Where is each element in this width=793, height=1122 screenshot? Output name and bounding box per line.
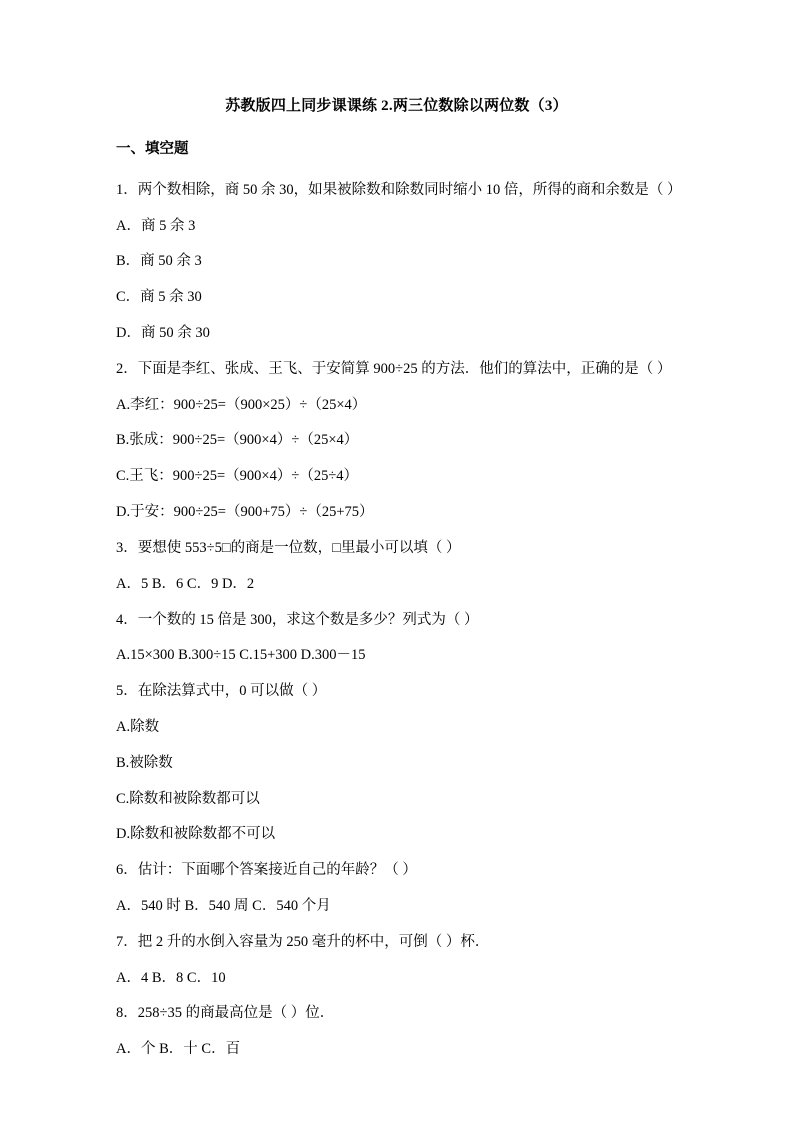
question-option: C．商 5 余 30	[116, 289, 202, 306]
question-option: A．4 B．8 C．10	[116, 969, 226, 986]
question-6	[116, 857, 677, 920]
question-option: A．商 5 余 3	[116, 217, 196, 234]
question-5	[116, 678, 677, 848]
question-option: D.于安：900÷25=（900+75）÷（25+75）	[116, 504, 374, 521]
question-option: A.李红：900÷25=（900×25）÷（25×4）	[116, 396, 367, 413]
question-7	[116, 929, 677, 992]
question-option: B．商 50 余 3	[116, 253, 202, 270]
question-stem: 7．把 2 升的水倒入容量为 250 毫升的杯中，可倒（ ）杯．	[116, 933, 490, 950]
question-stem: 5．在除法算式中，0 可以做（ ）	[116, 683, 327, 700]
question-option: B.张成：900÷25=（900×4）÷（25×4）	[116, 432, 359, 449]
page-title: 苏教版四上同步课课练 2.两三位数除以两位数（3）	[225, 98, 568, 114]
question-option: B.被除数	[116, 754, 173, 771]
question-option: D．商 50 余 30	[116, 325, 210, 341]
question-2	[116, 356, 677, 526]
question-option: C.除数和被除数都可以	[116, 790, 260, 807]
question-stem: 2．下面是李红、张成、王飞、于安简算 900÷25 的方法．他们的算法中，正确的是（ ）	[116, 360, 672, 377]
question-stem: 6．估计：下面哪个答案接近自己的年龄？（ ）	[116, 862, 417, 879]
question-option: A.除数	[116, 718, 160, 735]
question-stem: 1．两个数相除，商 50 余 30，如果被除数和除数同时缩小 10 倍，所得的商和余数是（ ）	[116, 181, 682, 198]
question-1	[116, 177, 682, 347]
question-option: A．5 B．6 C．9 D．2	[116, 575, 255, 592]
question-stem: 8．258÷35 的商最高位是（ ）位．	[116, 1005, 335, 1022]
question-8	[116, 1000, 677, 1063]
question-option: A.15×300 B.300÷15 C.15+300 D.300－15	[116, 647, 366, 664]
question-3	[116, 535, 677, 598]
question-option: A．540 时 B．540 周 C．540 个月	[116, 898, 331, 914]
question-option: D.除数和被除数都不可以	[116, 826, 276, 843]
section-heading: 一、填空题	[116, 141, 189, 157]
question-option: A．个 B．十 C．百	[116, 1041, 241, 1058]
question-stem: 4．一个数的 15 倍是 300，求这个数是多少？列式为（ ）	[116, 611, 479, 628]
question-stem: 3．要想使 553÷5□的商是一位数，□里最小可以填（ ）	[116, 539, 461, 556]
question-option: C.王飞：900÷25=（900×4）÷（25÷4）	[116, 468, 359, 485]
question-4	[116, 607, 677, 670]
